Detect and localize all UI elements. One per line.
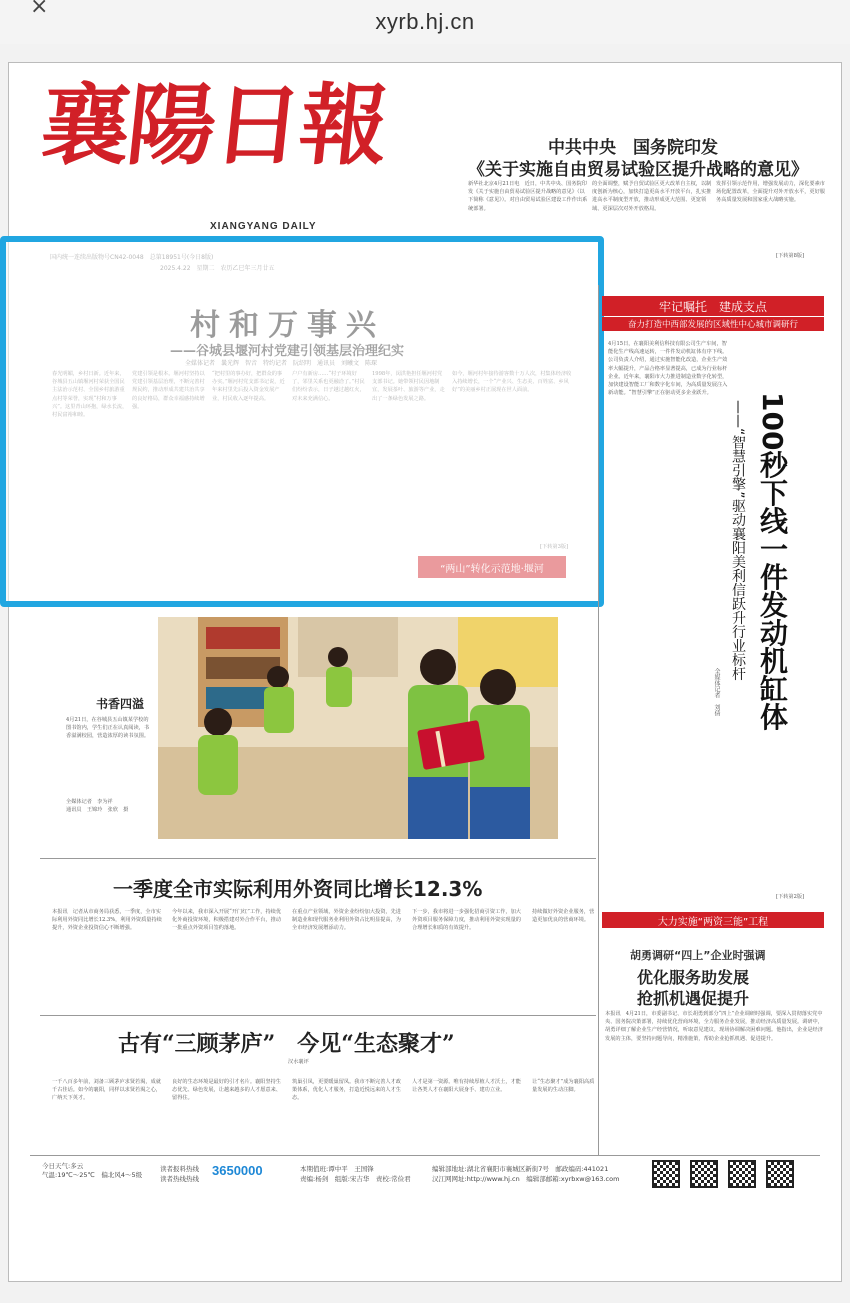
masthead-logo: 襄陽日報 [36,73,392,177]
address-info [432,1164,632,1190]
hotline-label: 读者报料热线 [160,1165,199,1173]
history-body-5: 让“生态聚才”成为襄阳高质量发展的生动注脚。 [532,1079,595,1094]
top-story-body-3: 发挥引领示范作用，增强发展动力，深化要素市场化配置改革，全面提升对外开放水平，更好服务高质量发展和国家重大战略实施。 [716,181,825,204]
top-story-body-1: 新华社北京4月21日电 近日，中共中央、国务院印发《关于实施自由贸易试验区提升战略的意见》（以下简称《意见》）。对自由贸易试验区建设工作作出系统部署。 [468,181,588,212]
web-address: 汉江网网址:http://www.hj.cn [432,1175,520,1183]
right-tag-3: 大力实施“两资三能”工程 [602,912,824,928]
top-story-more: [下转第8版] [776,253,805,259]
hotline-number: 3650000 [212,1163,263,1178]
history-body-3: 筑巢引凤，更要暖巢留凤。我市不断完善人才政策体系，优化人才服务，打造近悦远来的人才生态。 [292,1079,401,1102]
photo-caption-body: 4月21日，在谷城县五山镇某学校的图书馆内，学生们正在认真阅读，书香溢满校园，营造浓厚的读书氛围。 [66,717,150,740]
editor-info [300,1164,430,1190]
right-vertical-title: 100秒下线一件发动机缸体 [756,392,789,731]
right-body: 4月15日，在襄阳美利信科技有限公司生产车间，智能化生产线高速运转，一件件发动机缸体有序下线。公司负责人介绍，通过实施智能化改造，企业生产效率大幅提升，产品合格率显著提高，已成为行业标杆企业。近年来，襄阳市大力推进制造业数字化转型，加快建设智能工厂和数字化车间，为高质量发展注入新动能。“智慧引擎”正在驱动更多企业跃升。 [608,341,728,397]
qr-code-1[interactable] [652,1160,680,1188]
right-kicker-2: 胡勇调研“四上”企业时强调 [630,949,766,962]
photo-title: 书香四溢 [96,697,145,711]
close-icon[interactable]: × [30,0,49,19]
right-byline: 全媒体记者 刘倩 [713,668,720,716]
bottom-bar [0,1282,850,1303]
divider-1 [40,858,596,859]
right-body-2: 本报讯 4月21日，市委副书记、市长胡勇到部分“四上”企业调研时强调，要深入贯彻落实党中央、国务院决策部署，持续优化营商环境，全力服务企业发展，推动经济高质量发展。调研中，胡勇详细了解企业生产经营情况，听取意见建议，现场协调解决困难问题。他指出，企业是经济发展的主体，要坚持问题导向，精准施策，帮助企业抢抓机遇、促进提升。 [605,1011,823,1042]
right-tag-sub: 奋力打造中西部发展的区域性中心城市调研行 [602,317,824,331]
right-headline-2a: 优化服务助发展 [637,968,750,987]
history-body-2: 良好的生态环境是最好的引才名片。襄阳坚持生态优先、绿色发展，让越来越多的人才愿意来、留得住。 [172,1079,281,1102]
address-line: 编辑部地址:湖北省襄阳市襄城区新街7号 [432,1165,549,1173]
highlight-frame [0,236,604,607]
weather-label: 今日天气:多云 [42,1162,84,1170]
footer-rule [30,1155,820,1156]
fdi-headline: 一季度全市实际利用外资同比增长12.3% [113,877,483,901]
history-body-1: 一千八百多年前，刘备三顾茅庐求贤若渴，成就千古佳话。如今的襄阳，同样以求贤若渴之心，广纳天下英才。 [52,1079,161,1102]
qr-code-2[interactable] [690,1160,718,1188]
hotline-labels [160,1164,210,1190]
fdi-body-5: 持续做好外资企业服务，营造更加优良的营商环境。 [532,909,595,924]
qr-code-4[interactable] [766,1160,794,1188]
right-headline-2b: 抢抓机遇促提升 [637,989,750,1008]
url-text[interactable]: xyrb.hj.cn [375,9,475,34]
right-vertical-subtitle: ——“智慧引擎”驱动襄阳美利信跃升行业标杆 [730,400,746,681]
fdi-body-3: 在重点产业领域，外资企业纷纷加大投资，先进制造业和现代服务业利用外资占比明显提高，为全市经济发展增添动力。 [292,909,401,932]
history-headline: 古有“三顾茅庐” 今见“生态聚才” [118,1031,455,1057]
issue-hotline-label: 读者热线热线 [160,1175,199,1183]
photo-credit: 全媒体记者 李为祥 通讯员 王锦玲 张欣 摄 [66,799,129,814]
library-photo [158,617,558,839]
editor-line: 本期值班:谭中平 王国锋 [300,1165,374,1173]
fdi-body-2: 今年以来，我市深入开展“开门红”工作，持续优化外商投资环境，积极搭建对外合作平台，推动一批重点外资项目签约落地。 [172,909,282,932]
divider-vertical [598,285,599,1155]
masthead-romanized: XIANGYANG DAILY [210,221,317,232]
history-author: 汉水襄评 [288,1059,309,1065]
divider-2 [40,1015,596,1016]
qr-code-3[interactable] [728,1160,756,1188]
editors-line: 责编:杨剑 组版:宋吉华 责校:常俭君 [300,1175,411,1183]
weather-detail: 气温:19℃～25℃ 偏北风4～5级 [42,1171,143,1179]
right-more: [下转第2版] [776,894,805,900]
top-story-body-2: 的全面调整，赋予自贸试验区更大改革自主权，以制度创新为核心，加快打造更高水平开放平台，扎实推进高水平制度型开放，推动形成更大范围、更宽领域、更深层次对外开放格局。 [592,181,712,212]
top-story-kicker: 中共中央 国务院印发 [548,138,718,158]
right-tag-main: 牢记嘱托 建成支点 [602,296,824,316]
history-body-4: 人才是第一资源。唯有持续厚植人才沃土，才能让各类人才在襄阳大展身手、建功立业。 [412,1079,521,1094]
fdi-body-4: 下一步，我市将进一步强化招商引资工作，加大外资项目服务保障力度，推动利用外资实现量的合理增长和质的有效提升。 [412,909,521,932]
fdi-body-1: 本报讯 记者从市商务局获悉，一季度，全市实际利用外资同比增长12.3%，利用外资质量持续提升，外资企业投资信心不断增强。 [52,909,162,932]
postcode: 邮政编码:441021 [555,1165,609,1173]
email-address: 编辑部邮箱:xyrbxw@163.com [526,1175,620,1183]
top-story-headline: 《关于实施自由贸易试验区提升战略的意见》 [468,160,808,180]
